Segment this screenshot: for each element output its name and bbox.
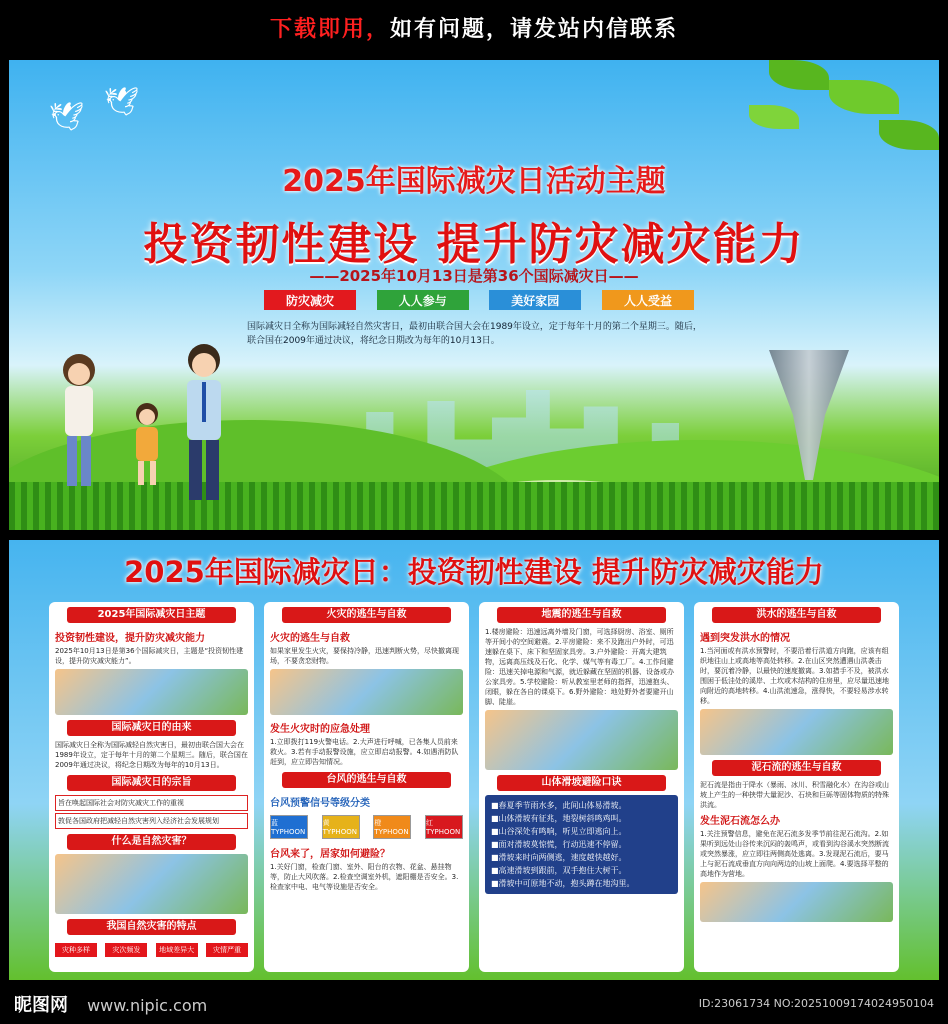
site-logo: 昵图网: [14, 994, 68, 1016]
father-illustration: [169, 340, 239, 505]
top-banner: [0, 0, 948, 54]
illustration-image: [700, 882, 893, 922]
theme-text: 2025年10月13日是第36个国际减灾日，主题是“投资韧性建设，提升防灾减灾能力”。: [55, 647, 244, 665]
tag-disaster-prevention: 防灾减灾: [264, 290, 356, 310]
rhyme-line: ■滑坡中可原地不动，抱头蹲在地沟里。: [491, 879, 635, 888]
typhoon-orange-icon: 橙 TYPHOON: [373, 815, 411, 839]
panel-heading: 地震的逃生与自救: [497, 607, 665, 623]
tag-everyone-benefits: 人人受益: [602, 290, 694, 310]
illustration-image: [485, 710, 678, 770]
rhyme-line: ■春夏季节雨水多，此间山体易滑坡。: [491, 801, 627, 810]
panel-heading: 国际减灾日的宗旨: [67, 775, 235, 791]
hero-title-line2: 投资韧性建设 提升防灾减灾能力: [143, 219, 805, 270]
tag-beautiful-home: 美好家园: [489, 290, 581, 310]
leaf-decoration: [879, 120, 939, 150]
panel-heading: 国际减灾日的由来: [67, 720, 235, 736]
typhoon-subheading: 台风来了，居家如何避险？: [270, 849, 390, 860]
feature-chip: 地域差异大: [156, 943, 198, 957]
leaf-decoration: [829, 80, 899, 114]
rhyme-line: ■滑坡来时向两侧逃，速度越快越好。: [491, 853, 627, 862]
fire-steps: 1.立即拨打119火警电话。2.大声进行呼喊，已各集人员前来救火。3.若有手动报警设施，应立即启动报警。4.如遇消防队赶到，应立即告知情况。: [270, 738, 459, 766]
board-title: 2025年国际减灾日：投资韧性建设 提升防灾减灾能力: [124, 555, 824, 589]
panel-heading: 泥石流的逃生与自救: [712, 760, 880, 776]
panel-heading: 什么是自然灾害？: [67, 834, 235, 850]
hero-poster: [9, 60, 939, 530]
banner-white-text: 如有问题，请发站内信联系: [390, 16, 679, 42]
origin-text: 国际减灾日全称为国际减轻自然灾害日，最初由联合国大会在1989年设立，定于每年十月的第二个星期三。随后，联合国在2009年通过决议，将纪念日期改为每年的10月13日。: [55, 741, 248, 769]
flood-subheading: 遇到突发洪水的情况: [700, 633, 790, 644]
site-url: www.nipic.com: [87, 995, 208, 1015]
mudslide-subheading: 发生泥石流怎么办: [700, 816, 780, 827]
leaf-decoration: [749, 105, 799, 129]
typhoon-subheading: 台风预警信号等级分类: [270, 798, 370, 809]
panel-heading: 我国自然灾害的特点: [67, 919, 235, 935]
earthquake-text: 1.楼房避险：迅速远离外墙及门窗，可选择厨房、浴室、厕所等开间小的空间避震。2.平房避险：来不及跑出户外时，可迅速躲在桌下、床下和坚固家具旁。3.户外避险：开离大建筑物，远离高压线及石化、化学、煤气等有毒工厂。4.工作间避险：迅速关掉电源和气源，就近躲藏在坚固的机器、设备或办公家具旁。5.学校避险：听从教室里老师的指挥，迅速抱头、闭眼，躲在各自的课桌下。6.野外避险：地处野外者要避开山脚、陡崖。: [485, 628, 674, 706]
feature-chip: 灾情严重: [206, 943, 248, 957]
flood-text: 1.当河面或有洪水预警时，不要沿着行洪道方向跑，应该有组织地往山上或高地等高处转移。2.在山区突然遭遇山洪袭击时，要沉着冷静，以最快的速度撤离。3.如措手不及，被洪水围困于低洼处的溪岸、土坎或木结构的住房里，应尽量迅速地向附近的高地转移。4.山洪流速急，涨得快，不要轻易涉水转移。: [700, 647, 889, 705]
fire-text: 如果家里发生火灾，要保持冷静，迅速判断火势，尽快撤离现场，不要贪恋财物。: [270, 647, 459, 665]
panel-heading: 山体滑坡避险口诀: [497, 775, 665, 791]
child-illustration: [127, 400, 167, 490]
theme-slogan: 投资韧性建设，提升防灾减灾能力: [55, 633, 205, 644]
panel-heading: 2025年国际减灾日主题: [67, 607, 235, 623]
hero-title-line1: 2025年国际减灾日活动主题: [282, 164, 666, 199]
tag-everyone-participates: 人人参与: [377, 290, 469, 310]
hero-tags: [264, 290, 694, 310]
mudslide-text: 泥石流是指由于降水（暴雨、冰川、积雪融化水）在沟谷或山坡上产生的一种挟带大量泥沙、石块和巨砾等固体物质的特殊洪流。: [700, 781, 889, 809]
panel-flood: [694, 602, 899, 972]
typhoon-signals: [264, 811, 469, 843]
purpose-item: 敦促各国政府把减轻自然灾害列入经济社会发展规划: [55, 813, 248, 829]
typhoon-text: 1.关好门窗，检查门窗、室外、阳台的衣物、花盆、悬挂物等，防止大风吹落。2.检查空调室外机，遮阳棚是否安全。3.检查家中电、电气等设施是否安全。: [270, 863, 459, 891]
watermark-footer: [0, 983, 948, 1024]
leaf-decoration: [769, 60, 829, 90]
panel-heading: 火灾的逃生与自救: [282, 607, 450, 623]
panel-heading: 洪水的逃生与自救: [712, 607, 880, 623]
illustration-image: [55, 669, 248, 715]
image-id: ID:23061734 NO:20251009174024950104: [698, 997, 934, 1010]
hero-subtitle: ——2025年10月13日是第36个国际减灾日——: [309, 267, 639, 285]
typhoon-blue-icon: 蓝 TYPHOON: [270, 815, 308, 839]
typhoon-red-icon: 红 TYPHOON: [425, 815, 463, 839]
hero-description: 国际减灾日全称为国际减轻自然灾害日，最初由联合国大会在1989年设立，定于每年十月的第二个星期三。随后，联合国在2009年通过决议，将纪念日期改为每年的10月13日。: [247, 322, 702, 346]
dove-icon: 🕊: [49, 100, 85, 133]
rhyme-line: ■山体滑坡有征兆，地裂树斜鸣鸡叫。: [491, 814, 627, 823]
display-board: [9, 540, 939, 980]
landslide-rhymes: [485, 795, 678, 894]
panel-theme: [49, 602, 254, 972]
banner-red-text: 下载即用，: [269, 16, 390, 42]
mother-illustration: [49, 350, 109, 500]
panel-fire-typhoon: [264, 602, 469, 972]
rhyme-line: ■山谷深处有鸣响，听见立即逃向上。: [491, 827, 627, 836]
illustration-image: [55, 854, 248, 914]
fire-subheading: 火灾的逃生与自救: [270, 633, 350, 644]
feature-chip: 灾次频发: [105, 943, 147, 957]
illustration-image: [270, 669, 463, 715]
feature-chips: [49, 939, 254, 961]
feature-chip: 灾种多样: [55, 943, 97, 957]
panel-heading: 台风的逃生与自救: [282, 772, 450, 788]
mudslide-steps: 1.关注预警信息，避免在泥石流多发季节前往泥石流沟。2.如果听到远处山谷传来沉闷的轰鸣声，或看到沟谷溪水突然断流或突然暴涨，应立即往两侧高处逃离。3.发现泥石流后，要马上与泥石流成垂直方向向两边的山坡上面爬。4.要选择平整的高地作为营地。: [700, 830, 889, 878]
dove-icon: 🕊: [104, 85, 140, 118]
rhyme-line: ■高速滑坡到跟前，双手抱住大树干。: [491, 866, 627, 875]
purpose-item: 旨在唤起国际社会对防灾减灾工作的重视: [55, 795, 248, 811]
rhyme-line: ■面对滑坡莫惊慌，行动迅速不停留。: [491, 840, 627, 849]
panel-earthquake: [479, 602, 684, 972]
illustration-image: [700, 709, 893, 755]
fire-subheading: 发生火灾时的应急处理: [270, 724, 370, 735]
typhoon-yellow-icon: 黄 TYPHOON: [322, 815, 360, 839]
